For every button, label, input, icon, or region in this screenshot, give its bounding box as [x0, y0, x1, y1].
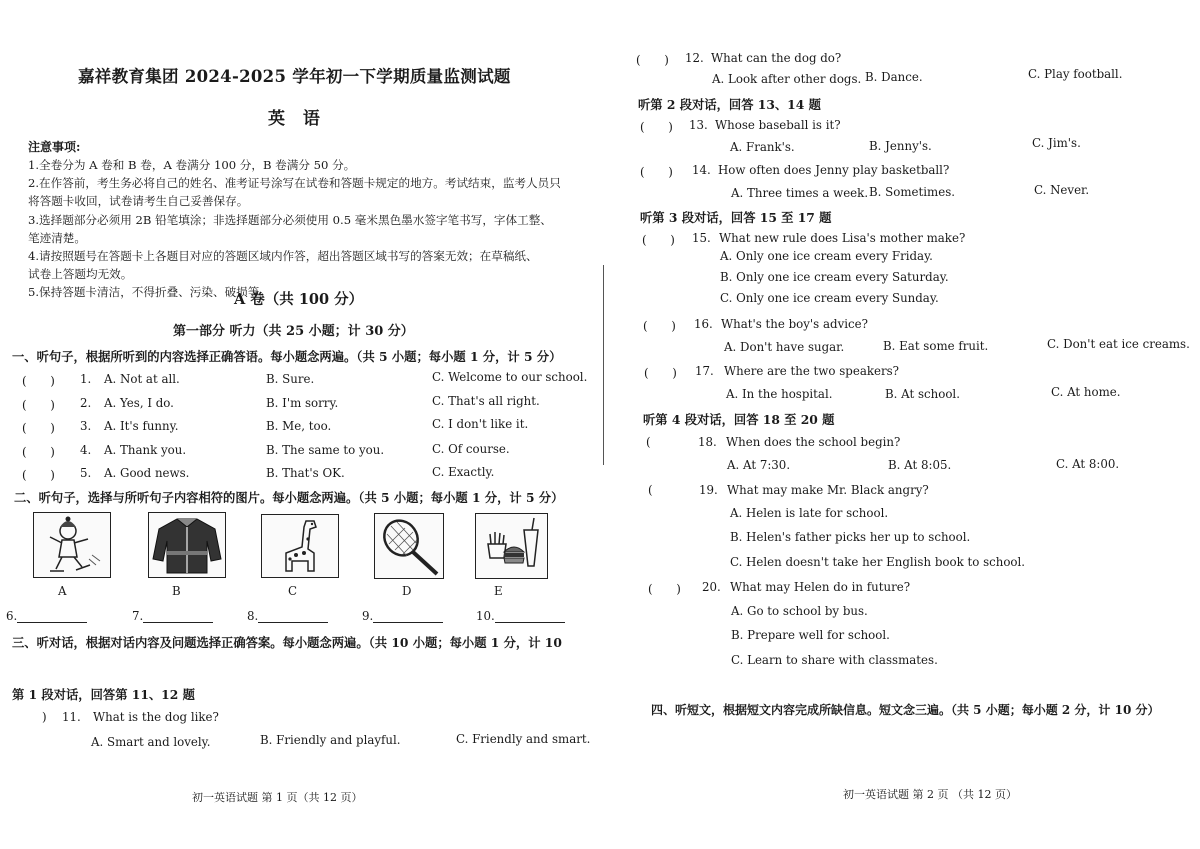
question-number: 16. — [694, 317, 713, 331]
option-b: B. Helen's father picks her up to school. — [730, 530, 971, 544]
option-a: A. Go to school by bus. — [731, 604, 868, 618]
option-c: C. Friendly and smart. — [456, 732, 591, 746]
option-a: A. Don't have sugar. — [724, 340, 845, 354]
notice-line: 3.选择题部分必须用 2B 铅笔填涂；非选择题部分必须使用 0.5 毫米黑色墨水签字笔书写，字体工整、 — [28, 212, 552, 227]
notice-line: 5.保持答题卡清洁，不得折叠、污染、破损等。 — [28, 285, 271, 300]
option-c: C. Only one ice cream every Sunday. — [720, 291, 939, 305]
blank-line[interactable] — [143, 610, 213, 623]
option-a: A. In the hospital. — [726, 387, 833, 401]
giraffe-icon — [262, 515, 338, 577]
jacket-icon — [149, 513, 225, 577]
notice-line: 1.全卷分为 A 卷和 B 卷，A 卷满分 100 分，B 卷满分 50 分。 — [28, 158, 356, 172]
answer-bracket[interactable]: ( ) — [22, 398, 55, 412]
question-text: What new rule does Lisa's mother make? — [719, 231, 966, 245]
option-a: A. Three times a week. — [731, 186, 869, 200]
option-c: C. Jim's. — [1032, 136, 1081, 150]
option-a: A. Only one ice cream every Friday. — [720, 249, 933, 263]
option-c: C. Helen doesn't take her English book to school. — [730, 555, 1026, 569]
option-b: B. Friendly and playful. — [260, 733, 401, 747]
answer-bracket[interactable]: ( ) — [22, 374, 55, 388]
question-number: 4. — [80, 443, 92, 457]
question-number: 19. — [699, 483, 718, 497]
answer-bracket[interactable]: ( ) — [22, 421, 55, 435]
picture-label: C — [288, 584, 298, 598]
notice-list — [28, 156, 588, 302]
picture-label: D — [402, 584, 412, 598]
question-text: When does the school begin? — [726, 435, 901, 449]
answer-bracket[interactable]: ( ) — [643, 319, 676, 333]
answer-bracket[interactable]: ( ) — [644, 366, 677, 380]
blank-number: 8. — [247, 609, 259, 623]
dialogue-2-label: 听第 2 段对话，回答 13、14 题 — [638, 97, 821, 112]
section-a-title: A 卷（共 100 分） — [234, 291, 364, 308]
blank-number: 9. — [362, 609, 374, 623]
picture-skater — [33, 512, 111, 578]
footer-left: 初一英语试题 第 1 页（共 12 页） — [192, 791, 363, 804]
fast-food-icon — [476, 514, 547, 578]
blank-line[interactable] — [495, 610, 565, 623]
skater-icon — [34, 513, 110, 577]
option-c: C. Don't eat ice creams. — [1047, 337, 1190, 351]
answer-bracket[interactable]: ( ) — [642, 233, 675, 247]
option-b: B. I'm sorry. — [266, 396, 339, 410]
option-a: A. Smart and lovely. — [91, 735, 211, 749]
question-number: 3. — [80, 419, 92, 433]
option-c: C. I don't like it. — [432, 417, 529, 431]
question-text: What's the boy's advice? — [721, 317, 868, 331]
option-c: C. Of course. — [432, 442, 510, 456]
blank-line[interactable] — [17, 610, 87, 623]
option-c: C. Never. — [1034, 183, 1090, 197]
notice-line: 2.在作答前，考生务必将自己的姓名、准考证号涂写在试卷和答题卡规定的地方。考试结束，监考人员只 — [28, 176, 561, 191]
question-number: 5. — [80, 466, 92, 480]
notice-line: 试卷上答题均无效。 — [28, 267, 133, 282]
question-number: 2. — [80, 396, 92, 410]
question-text: What may Helen do in future? — [730, 580, 911, 594]
blank-line[interactable] — [258, 610, 328, 623]
option-c: C. That's all right. — [432, 394, 540, 408]
option-a: A. At 7:30. — [727, 458, 791, 472]
question-number: 14. — [692, 163, 711, 177]
answer-bracket[interactable]: ( ) — [640, 120, 673, 134]
question-text: What is the dog like? — [93, 710, 219, 724]
answer-bracket[interactable]: ( ) — [22, 445, 55, 459]
section-2-heading: 二、听句子，选择与所听句子内容相符的图片。每小题念两遍。（共 5 小题；每小题 1 分，计 5 分） — [14, 490, 564, 505]
option-a: A. Good news. — [104, 466, 190, 480]
answer-bracket[interactable]: ( ) — [640, 165, 673, 179]
notice-heading: 注意事项: — [28, 140, 81, 154]
option-c: C. At 8:00. — [1056, 457, 1120, 471]
answer-blank-8 — [247, 609, 328, 623]
option-c: C. Welcome to our school. — [432, 370, 588, 384]
option-a: A. It's funny. — [104, 419, 179, 433]
option-b: B. That's OK. — [266, 466, 345, 480]
option-a: A. Look after other dogs. — [712, 72, 862, 86]
option-a: A. Yes, I do. — [104, 396, 174, 410]
question-number: 15. — [692, 231, 711, 245]
blank-number: 10. — [476, 609, 495, 623]
question-number: 18. — [698, 435, 717, 449]
blank-number: 6. — [6, 609, 18, 623]
section-1-heading: 一、听句子，根据所听到的内容选择正确答语。每小题念两遍。（共 5 小题；每小题 1 分，计 5 分） — [12, 349, 562, 364]
blank-line[interactable] — [373, 610, 443, 623]
picture-tennis-racket — [374, 513, 444, 579]
subject-title: 英 语 — [268, 109, 326, 129]
option-a: A. Helen is late for school. — [730, 506, 889, 520]
option-b: B. At 8:05. — [888, 458, 952, 472]
answer-bracket[interactable]: ( ) — [636, 53, 669, 67]
picture-label: B — [172, 584, 181, 598]
picture-label: A — [58, 584, 67, 598]
picture-fast-food — [475, 513, 548, 579]
option-b: B. Prepare well for school. — [731, 628, 890, 642]
question-text: Whose baseball is it? — [715, 118, 841, 132]
answer-bracket[interactable]: ( — [648, 483, 653, 497]
option-b: B. Dance. — [865, 70, 923, 84]
answer-blank-9 — [362, 609, 443, 623]
option-c: C. At home. — [1051, 385, 1121, 399]
question-number: 1. — [80, 372, 92, 386]
option-b: B. Sure. — [266, 372, 315, 386]
section-4-heading: 四、听短文，根据短文内容完成所缺信息。短文念三遍。（共 5 小题；每小题 2 分，计 10 分） — [651, 703, 1160, 717]
option-a: A. Not at all. — [104, 372, 180, 386]
question-number: 12. — [685, 51, 704, 65]
picture-jacket — [148, 512, 226, 578]
option-a: A. Thank you. — [104, 443, 187, 457]
answer-blank-7 — [132, 609, 213, 623]
option-a: A. Frank's. — [730, 140, 795, 154]
page-divider — [603, 265, 604, 465]
picture-giraffe — [261, 514, 339, 578]
option-b: B. The same to you. — [266, 443, 385, 457]
footer-right: 初一英语试题 第 2 页 （共 12 页） — [843, 788, 1017, 801]
exam-title: 嘉祥教育集团 2024-2025 学年初一下学期质量监测试题 — [78, 67, 511, 86]
option-b: B. Sometimes. — [869, 185, 956, 199]
answer-blank-10 — [476, 609, 565, 623]
option-b: B. At school. — [885, 387, 960, 401]
dialogue-1-label: 第 1 段对话，回答第 11、12 题 — [12, 687, 195, 702]
blank-number: 7. — [132, 609, 144, 623]
answer-bracket[interactable]: ( — [646, 435, 651, 449]
option-b: B. Me, too. — [266, 419, 332, 433]
question-number: 20. — [702, 580, 721, 594]
notice-line: 笔迹清楚。 — [28, 230, 86, 245]
answer-blank-6 — [6, 609, 87, 623]
section-3-heading: 三、听对话，根据对话内容及问题选择正确答案。每小题念两遍。（共 10 小题；每小题 1 分，计 10 — [12, 635, 562, 650]
question-number: 17. — [695, 364, 714, 378]
question-number: 11. — [62, 710, 81, 724]
option-c: C. Exactly. — [432, 465, 495, 479]
notice-line: 将答题卡收回，试卷请考生自己妥善保存。 — [28, 194, 249, 209]
question-text: How often does Jenny play basketball? — [718, 163, 950, 177]
question-text: What can the dog do? — [711, 51, 842, 65]
option-c: C. Play football. — [1028, 67, 1123, 81]
notice-line: 4.请按照题号在答题卡上各题目对应的答题区域内作答，超出答题区域书写的答案无效；在草稿纸、 — [28, 249, 538, 264]
picture-label: E — [494, 584, 503, 598]
answer-bracket[interactable]: ( ) — [22, 468, 55, 482]
option-c: C. Learn to share with classmates. — [731, 653, 938, 667]
dialogue-4-label: 听第 4 段对话，回答 18 至 20 题 — [643, 412, 835, 427]
question-text: What may make Mr. Black angry? — [727, 483, 929, 497]
question-text: Where are the two speakers? — [724, 364, 900, 378]
option-b: B. Jenny's. — [869, 139, 932, 153]
answer-bracket[interactable]: ) — [42, 710, 47, 724]
answer-bracket[interactable]: ( ) — [648, 582, 681, 596]
option-b: B. Only one ice cream every Saturday. — [720, 270, 949, 284]
dialogue-3-label: 听第 3 段对话，回答 15 至 17 题 — [640, 210, 832, 225]
tennis-racket-icon — [375, 514, 443, 578]
option-b: B. Eat some fruit. — [883, 339, 989, 353]
question-number: 13. — [689, 118, 708, 132]
part-1-title: 第一部分 听力（共 25 小题；计 30 分） — [173, 324, 414, 339]
